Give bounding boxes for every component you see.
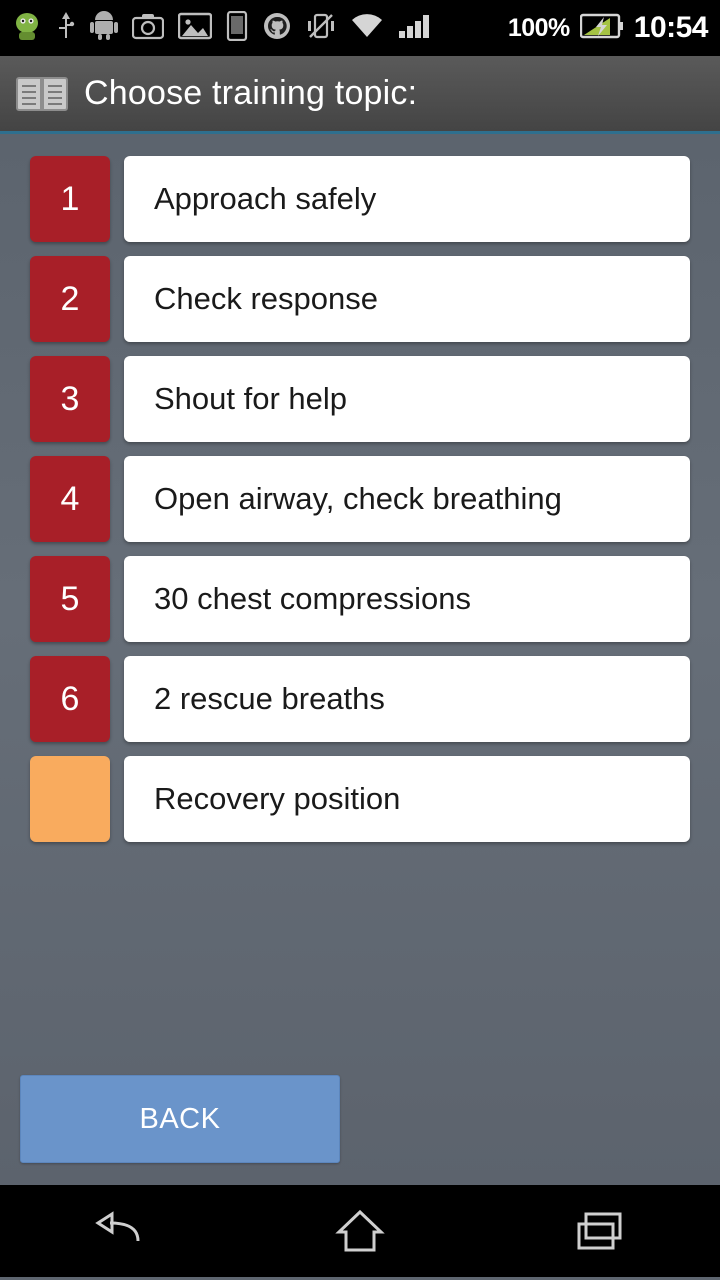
topic-label[interactable]: 30 chest compressions (124, 556, 690, 642)
topic-number-badge: 4 (30, 456, 110, 542)
tablet-icon (226, 11, 248, 46)
list-item[interactable] (30, 156, 690, 242)
list-item[interactable] (30, 356, 690, 442)
battery-percent-label: 100% (507, 13, 570, 42)
home-nav-icon[interactable] (300, 1185, 420, 1277)
camera-icon (132, 12, 164, 45)
topic-label[interactable]: Shout for help (124, 356, 690, 442)
topic-list-container (0, 134, 720, 1185)
back-nav-icon[interactable] (60, 1185, 180, 1277)
topic-number-badge (30, 756, 110, 842)
status-bar (0, 0, 720, 56)
list-item[interactable] (30, 556, 690, 642)
recents-nav-icon[interactable] (540, 1185, 660, 1277)
android-mascot-icon (12, 10, 42, 47)
battery-charging-icon (580, 13, 624, 44)
vibrate-icon (306, 11, 336, 46)
usb-icon (56, 10, 76, 47)
image-icon (178, 12, 212, 45)
android-robot-icon (90, 11, 118, 46)
topic-label[interactable]: Recovery position (124, 756, 690, 842)
topic-label[interactable]: 2 rescue breaths (124, 656, 690, 742)
topic-number-badge: 3 (30, 356, 110, 442)
github-icon (262, 11, 292, 46)
signal-icon (398, 13, 432, 44)
wifi-icon (350, 13, 384, 44)
status-bar-system-icons (508, 11, 708, 45)
book-icon (16, 74, 68, 114)
status-bar-clock: 10:54 (633, 11, 708, 44)
list-item[interactable] (30, 756, 690, 842)
status-bar-notification-icons (12, 10, 508, 47)
list-item[interactable] (30, 456, 690, 542)
list-item[interactable] (30, 656, 690, 742)
topic-label[interactable]: Approach safely (124, 156, 690, 242)
topic-number-badge: 1 (30, 156, 110, 242)
topic-number-badge: 5 (30, 556, 110, 642)
back-button[interactable]: BACK (20, 1075, 340, 1163)
topic-label[interactable]: Check response (124, 256, 690, 342)
topic-number-badge: 2 (30, 256, 110, 342)
app-title-bar (0, 56, 720, 134)
topic-number-badge: 6 (30, 656, 110, 742)
page-title: Choose training topic: (84, 74, 418, 112)
list-item[interactable] (30, 256, 690, 342)
system-navigation-bar (0, 1185, 720, 1277)
topic-label[interactable]: Open airway, check breathing (124, 456, 690, 542)
